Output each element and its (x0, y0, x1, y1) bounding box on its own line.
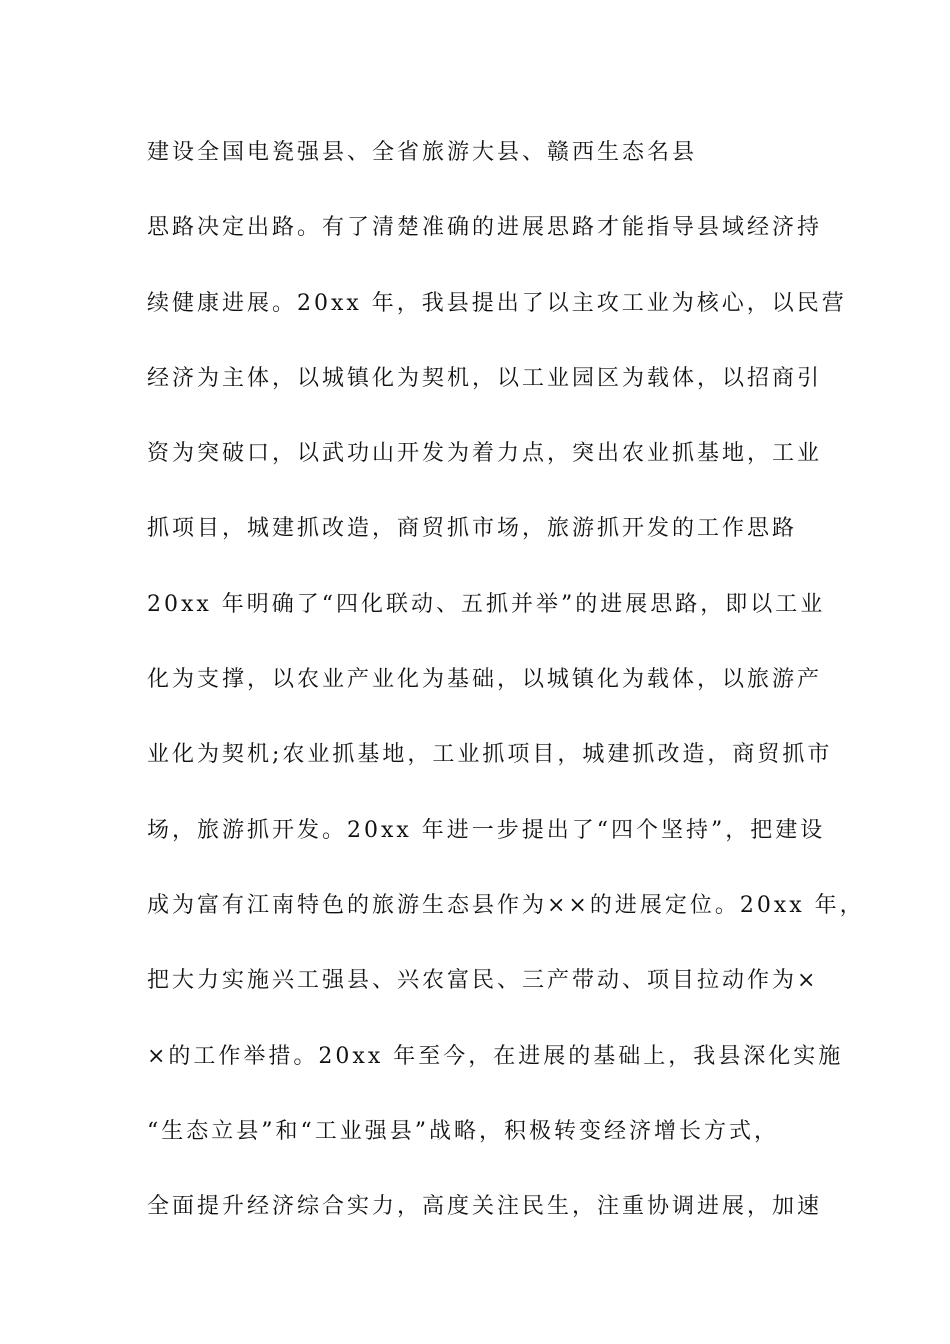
text-line: 经济为主体，以城镇化为契机，以工业园区为载体，以招商引 (147, 365, 823, 391)
text-line: 业化为契机;农业抓基地，工业抓项目，城建抓改造，商贸抓市 (147, 742, 833, 768)
document-body (147, 133, 865, 1262)
text-line: 思路决定出路。有了清楚准确的进展思路才能指导县域经济持 (147, 215, 823, 241)
text-line: 全面提升经济综合实力，高度关注民生，注重协调进展，加速 (147, 1194, 823, 1220)
text-line: 续健康进展。20xx 年，我县提出了以主攻工业为核心，以民营 (147, 290, 847, 316)
text-line: 把大力实施兴工强县、兴农富民、三产带动、项目拉动作为× (147, 968, 819, 994)
text-line: 资为突破口，以武功山开发为着力点，突出农业抓基地，工业 (147, 441, 823, 467)
text-line: 抓项目，城建抓改造，商贸抓市场，旅游抓开发的工作思路 (147, 516, 798, 542)
text-line: 化为支撑，以农业产业化为基础，以城镇化为载体，以旅游产 (147, 667, 823, 693)
text-line: 场，旅游抓开发。20xx 年进一步提出了“四个坚持”，把建设 (147, 817, 826, 843)
text-line: ×的工作举措。20xx 年至今，在进展的基础上，我县深化实施 (147, 1043, 844, 1069)
text-line: 20xx 年明确了“四化联动、五抓并举”的进展思路，即以工业 (147, 591, 826, 617)
text-line: 成为富有江南特色的旅游生态县作为××的进展定位。20xx 年， (147, 892, 865, 918)
document-heading: 建设全国电瓷强县、全省旅游大县、赣西生态名县 (147, 140, 698, 165)
text-line: “生态立县”和“工业强县”战略，积极转变经济增长方式， (147, 1118, 779, 1144)
